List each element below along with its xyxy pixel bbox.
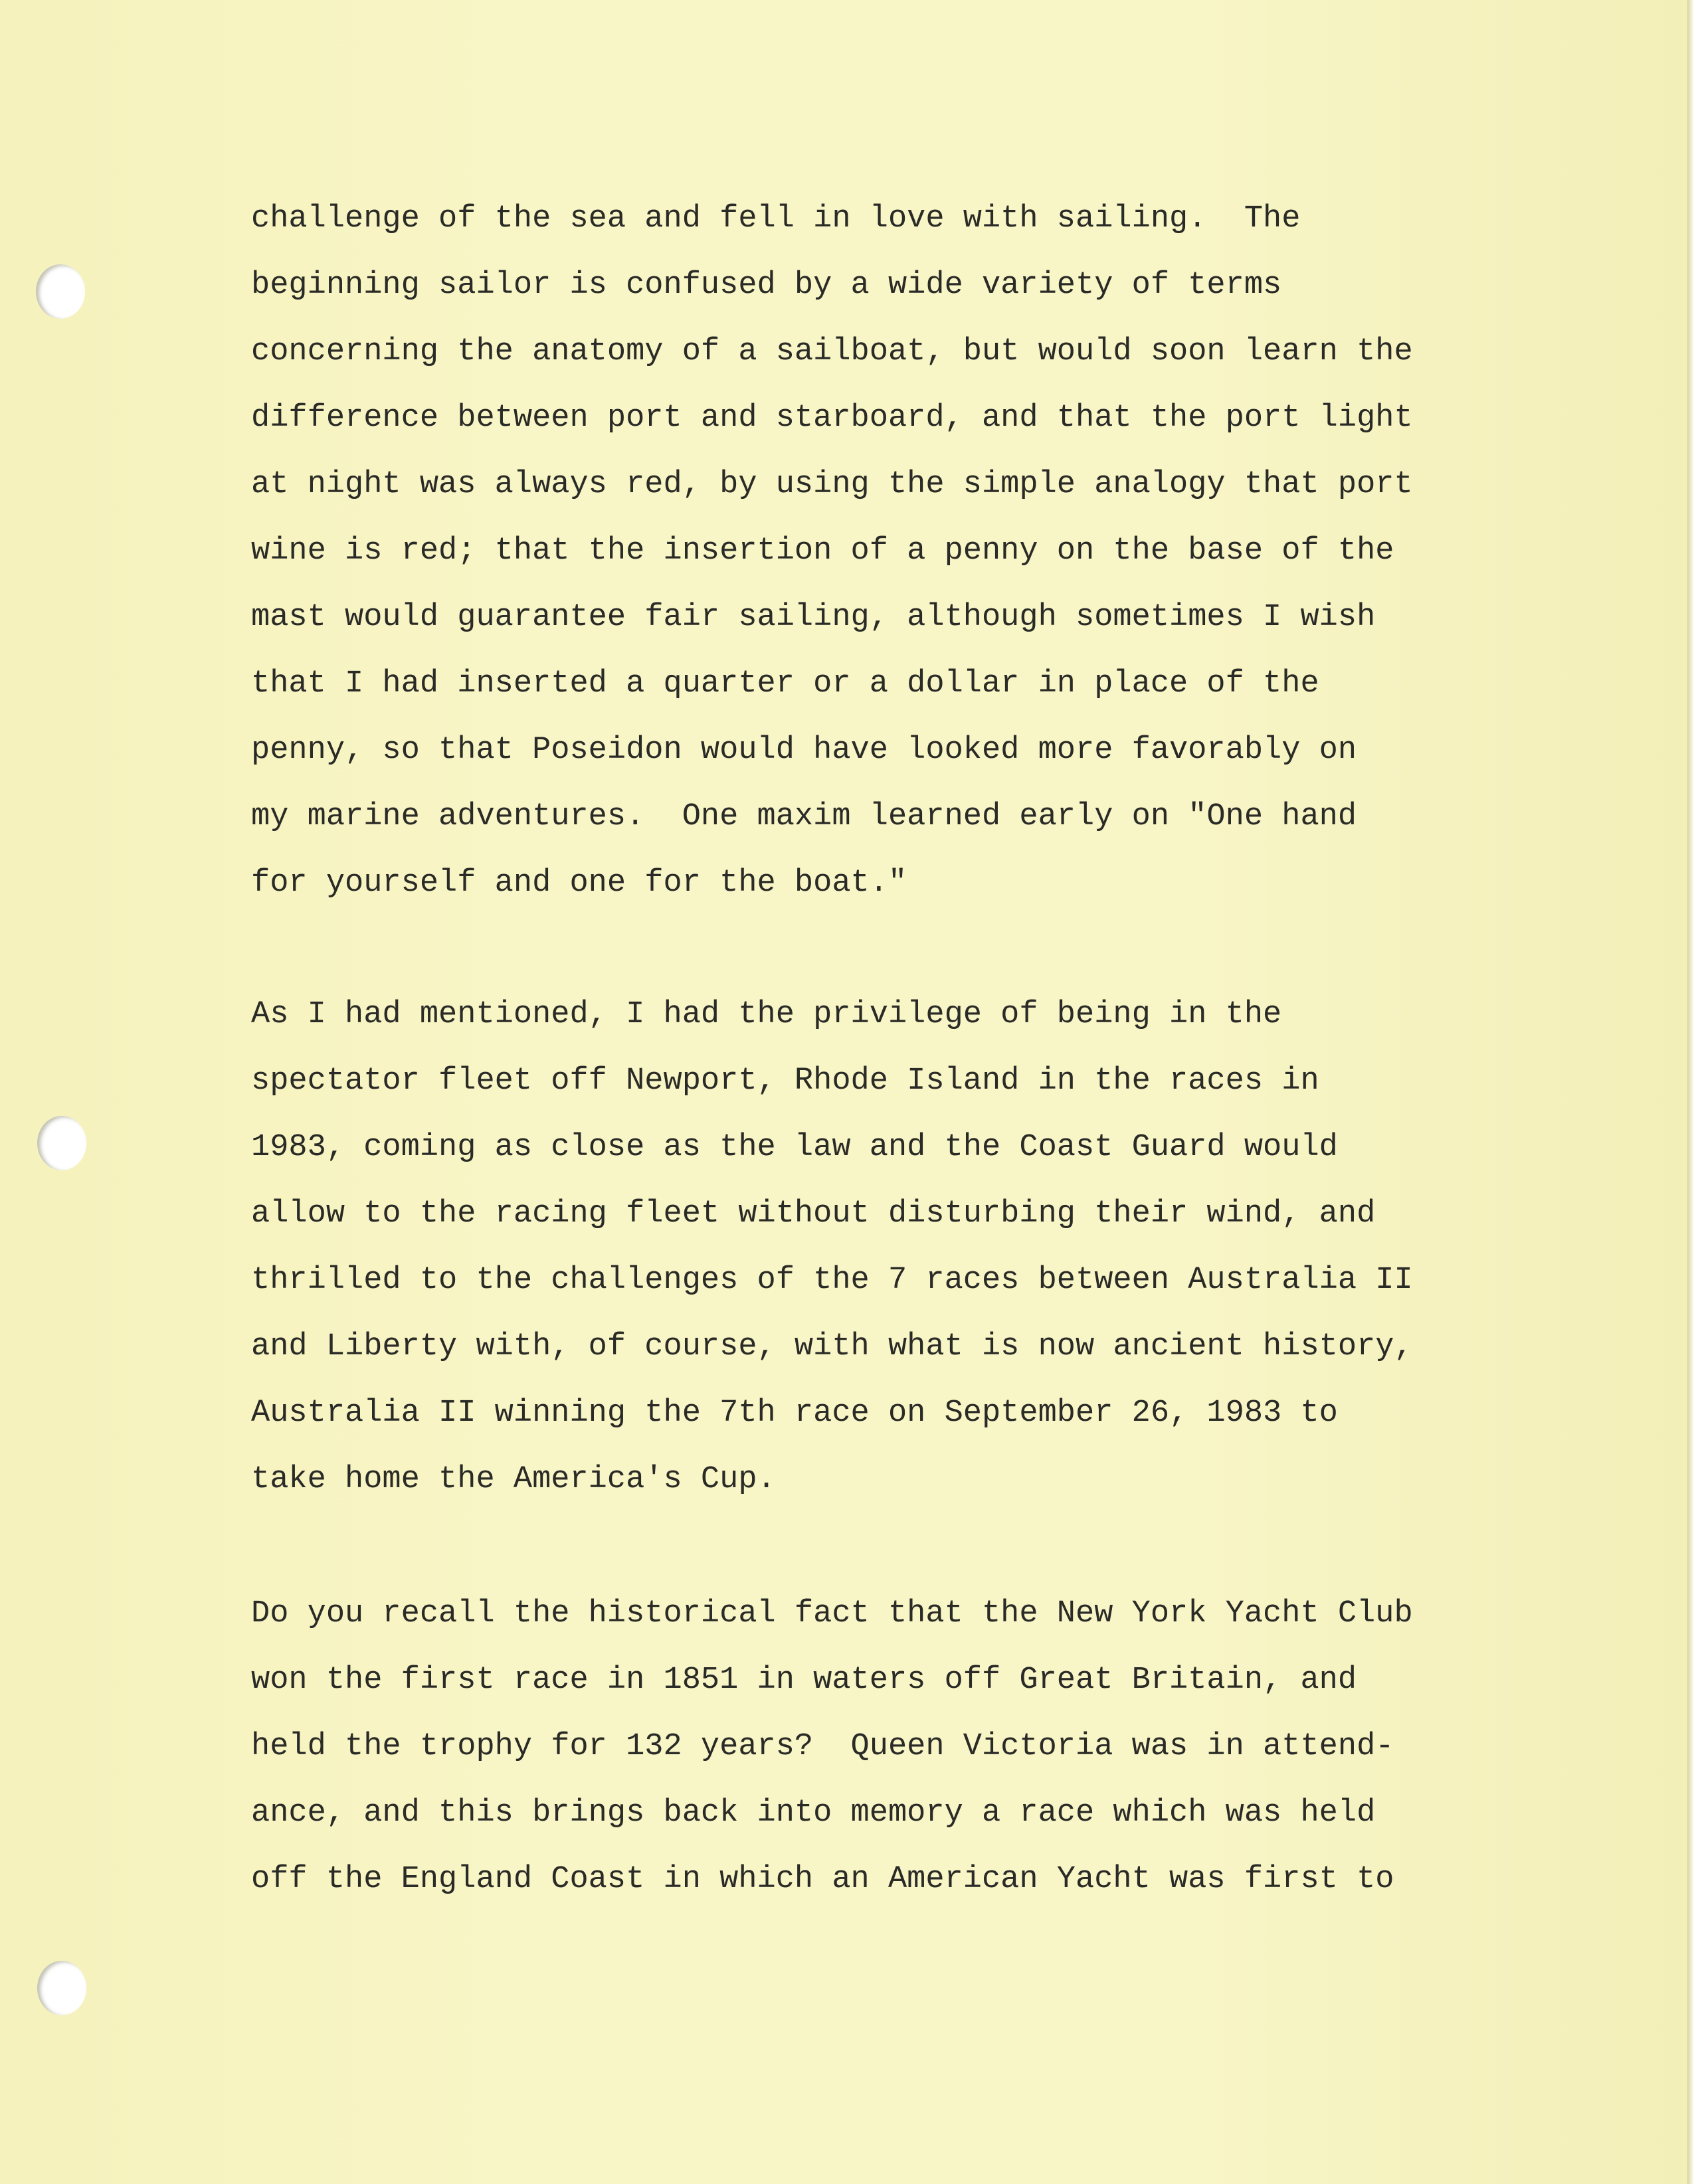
text-line: off the England Coast in which an American Yacht was first to [251, 1862, 1394, 1897]
paragraph-americas-cup-1983 [251, 982, 1500, 1513]
text-line: mast would guarantee fair sailing, although sometimes I wish [251, 600, 1376, 635]
paragraph-yacht-club-history [251, 1581, 1500, 1913]
text-line: As I had mentioned, I had the privilege of being in the [251, 997, 1282, 1032]
punch-hole-top [36, 264, 85, 319]
text-line: difference between port and starboard, and that the port light [251, 401, 1413, 436]
text-line: and Liberty with, of course, with what is now ancient history, [251, 1329, 1413, 1364]
text-line: won the first race in 1851 in waters off Great Britain, and [251, 1663, 1357, 1698]
text-line: challenge of the sea and fell in love with sailing. The [251, 201, 1301, 236]
text-line: my marine adventures. One maxim learned early on "One hand [251, 799, 1357, 834]
text-line: spectator fleet off Newport, Rhode Island in the races in [251, 1063, 1319, 1099]
text-line: at night was always red, by using the simple analogy that port [251, 467, 1413, 502]
text-line: penny, so that Poseidon would have looked more favorably on [251, 733, 1357, 768]
text-line: take home the America's Cup. [251, 1462, 776, 1497]
text-line: thrilled to the challenges of the 7 races between Australia II [251, 1263, 1413, 1298]
text-line: allow to the racing fleet without disturbing their wind, and [251, 1196, 1376, 1231]
paragraph-sailing-intro [251, 186, 1500, 917]
text-line: wine is red; that the insertion of a penny on the base of the [251, 533, 1394, 569]
text-line: Australia II winning the 7th race on September 26, 1983 to [251, 1396, 1338, 1431]
text-line: 1983, coming as close as the law and the Coast Guard would [251, 1130, 1338, 1165]
punch-hole-middle [37, 1116, 86, 1170]
text-line: concerning the anatomy of a sailboat, but would soon learn the [251, 334, 1413, 369]
text-line: held the trophy for 132 years? Queen Victoria was in attend- [251, 1729, 1394, 1764]
punch-hole-bottom [37, 1961, 86, 2015]
text-line: that I had inserted a quarter or a dollar in place of the [251, 666, 1319, 701]
text-line: for yourself and one for the boat." [251, 865, 907, 901]
text-line: beginning sailor is confused by a wide variety of terms [251, 268, 1282, 303]
text-line: ance, and this brings back into memory a race which was held [251, 1795, 1376, 1831]
text-line: Do you recall the historical fact that the New York Yacht Club [251, 1596, 1413, 1631]
page-edge [1687, 0, 1694, 2184]
